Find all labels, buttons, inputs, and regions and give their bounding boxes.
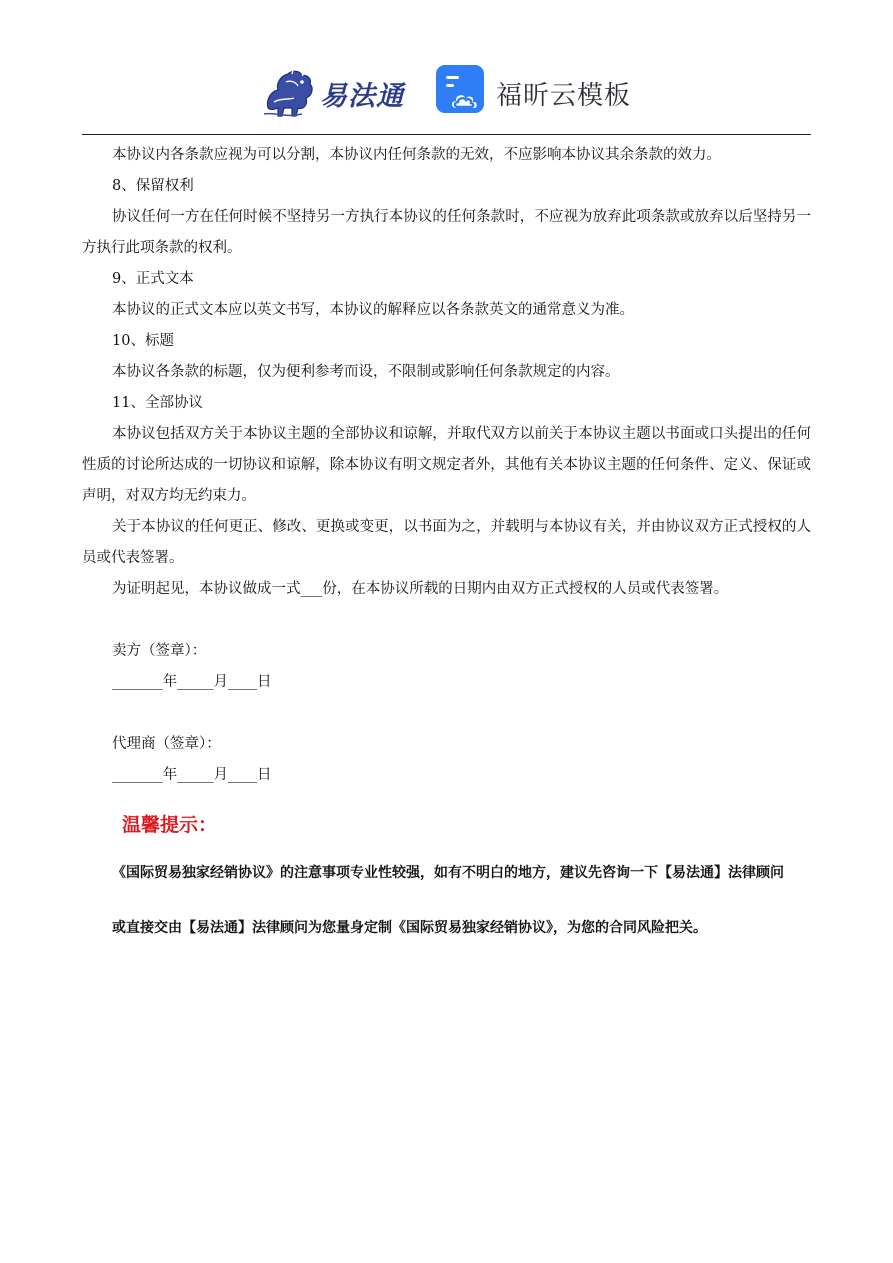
seller-signature-date: _______年_____月____日 [112,674,272,690]
paragraph: 本协议内各条款应视为可以分割，本协议内任何条款的无效，不应影响本协议其余条款的效力。 [112,147,721,163]
paragraph: 本协议各条款的标题，仅为便利参考而设，不限制或影响任何条款规定的内容。 [112,364,620,380]
cloud-document-icon [436,65,488,117]
section-heading: 10、标题 [112,333,174,349]
yifatong-logo [262,62,412,120]
spacer [82,890,811,912]
fuxin-logo [436,65,636,117]
seller-signature-label: 卖方（签章）： [112,643,207,659]
paragraph: 为证明起见，本协议做成一式___份，在本协议所载的日期内由双方正式授权的人员或代表签署。 [112,581,729,597]
fuxin-logo-text: 福昕云模板 [496,81,632,111]
paragraph: 协议任何一方在任何时候不坚持另一方执行本协议的任何条款时，不应视为放弃此项条款或放弃以后坚持另一方执行此项条款的权利。 [82,209,811,256]
agent-signature-date: _______年_____月____日 [112,767,272,783]
agent-signature-label: 代理商（签章）： [112,736,221,752]
section-heading: 8、保留权利 [112,178,194,194]
qilin-emblem-icon [262,62,320,120]
paragraph: 关于本协议的任何更正、修改、更换或变更，以书面为之，并载明与本协议有关，并由协议双方正式授权的人员或代表签署。 [82,519,811,566]
page-header [0,58,893,124]
tips-line-1: 《国际贸易独家经销协议》的注意事项专业性较强，如有不明白的地方，建议先咨询一下【易法通】法律顾问 [112,865,784,881]
paragraph: 本协议的正式文本应以英文书写，本协议的解释应以各条款英文的通常意义为准。 [112,302,634,318]
tips-title: 温馨提示： [122,814,218,836]
yifatong-logo-text: 易法通 [320,81,404,112]
section-heading: 9、正式文本 [112,271,194,287]
header-divider [82,134,811,135]
section-heading: 11、全部协议 [112,395,203,411]
paragraph: 本协议包括双方关于本协议主题的全部协议和谅解，并取代双方以前关于本协议主题以书面或口头提出的任何性质的讨论所达成的一切协议和谅解，除本协议有明文规定者外，其他有关本协议主题的任何条件、定义、保证或声明，对双方均无约束力。 [82,426,811,504]
tips-line-2: 或直接交由【易法通】法律顾问为您量身定制《国际贸易独家经销协议》，为您的合同风险把关。 [112,920,707,936]
document-body [82,140,811,945]
spacer [82,698,811,729]
spacer [82,605,811,636]
spacer [82,845,811,857]
